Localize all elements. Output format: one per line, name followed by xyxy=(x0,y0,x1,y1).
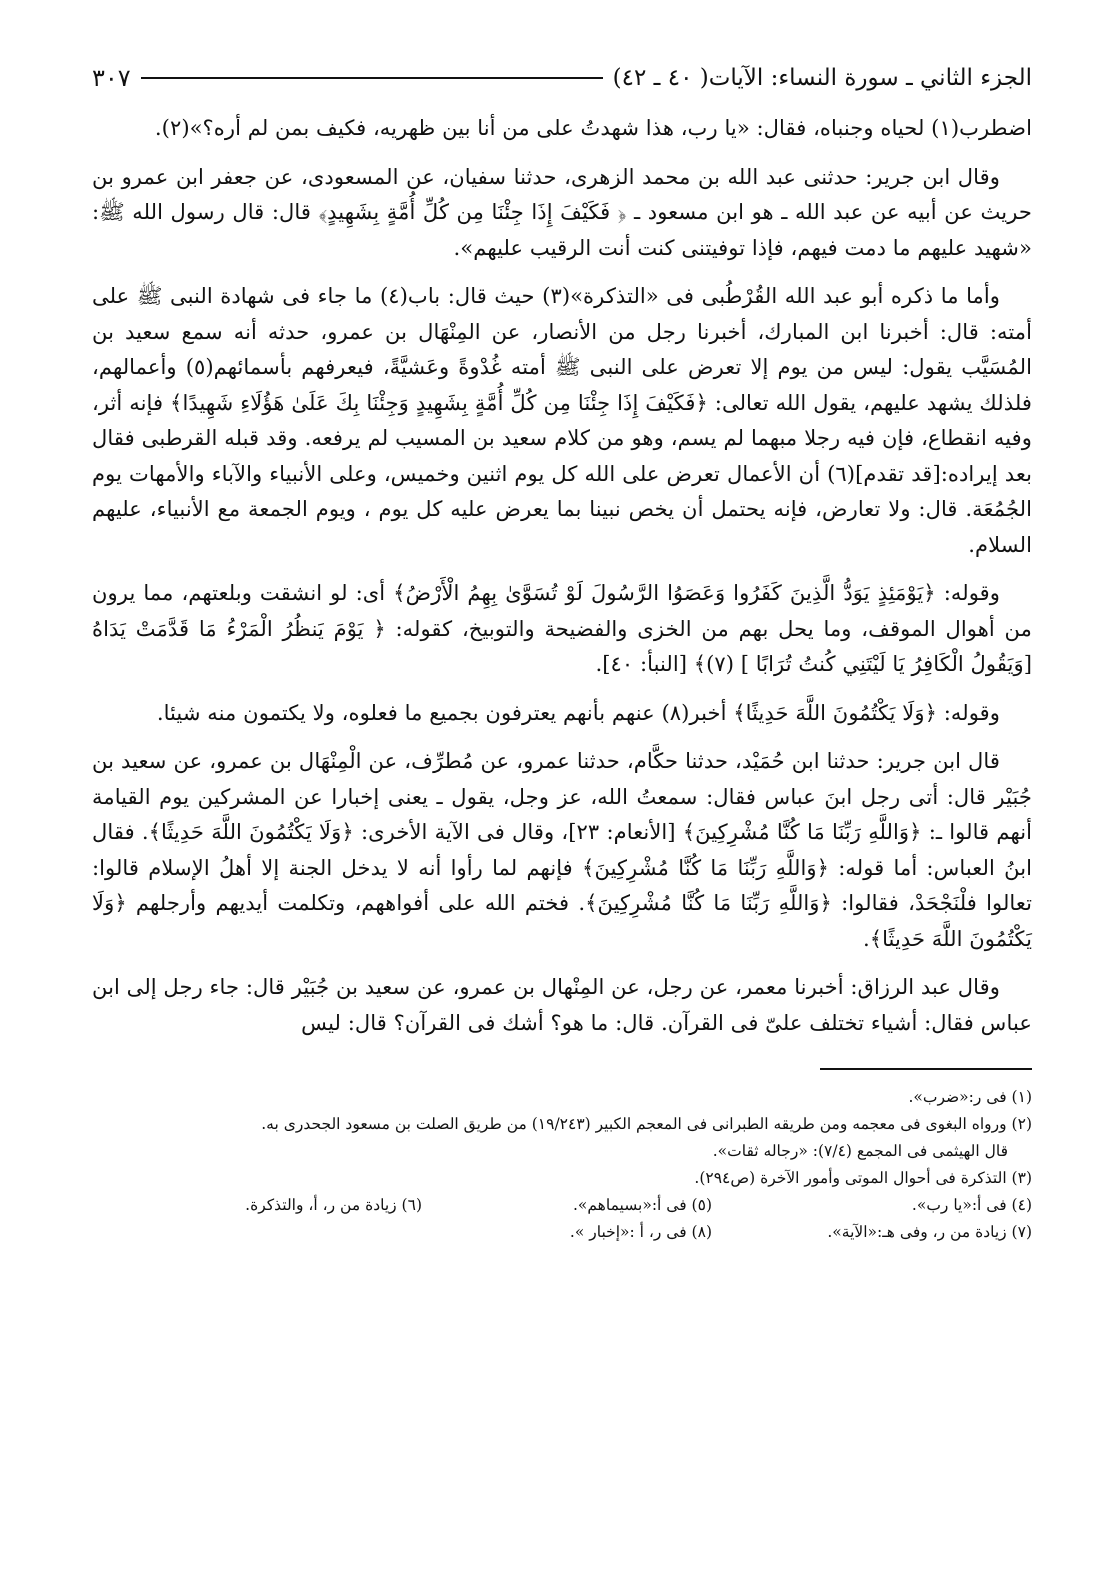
paragraph: وقال عبد الرزاق: أخبرنا معمر، عن رجل، عن المِنْهال بن عمرو، عن سعيد بن جُبَيْر قال: جاء رجل إلى ابن عباس فقال: أشياء تختلف علىّ فى القرآن. قال: ما هو؟ أشك فى القرآن؟ قال: ليس xyxy=(92,974,1032,1035)
footnote: (٨) فى ر، أ :«إخبار ». xyxy=(569,1223,712,1241)
footnote: (٧) زيادة من ر، وفى هـ:«الآية». xyxy=(827,1223,1032,1241)
paragraph: اضطرب(١) لحياه وجنباه، فقال: «يا رب، هذا شهدتُ على من أنا بين ظهريه، فكيف بمن لم أره؟»(٢). xyxy=(154,115,1032,140)
footnote: (٥) فى أ:«بسيماهم». xyxy=(572,1196,712,1214)
footnote-separator xyxy=(820,1068,1032,1070)
book-page xyxy=(92,58,1032,1246)
paragraph: وقوله: ﴿يَوْمَئِذٍ يَوَدُّ الَّذِينَ كَفَرُوا وَعَصَوُا الرَّسُولَ لَوْ تُسَوَّىٰ بِهِمُ الْأَرْضُ﴾ أى: لو انشقت وبلعتهم، مما يرون من أهوال الموقف، وما يحل بهم من الخزى والفضيحة والتوبيخ، كقوله: ﴿ يَوْمَ يَنظُرُ الْمَرْءُ مَا قَدَّمَتْ يَدَاهُ [وَيَقُولُ الْكَافِرُ يَا لَيْتَنِي كُنتُ تُرَابًا ] (٧)﴾ [النبأ: ٤٠]. xyxy=(92,580,1032,676)
paragraph: قال ابن جرير: حدثنا ابن حُمَيْد، حدثنا حكَّام، حدثنا عمرو، عن مُطرِّف، عن الْمِنْهَال بن عمرو، عن سعيد بن جُبَيْر قال: أتى رجل ابنَ عباس فقال: سمعتُ الله، عز وجل، يقول ـ يعنى إخبارا عن المشركين يوم القيامة أنهم قالوا ـ: ﴿وَاللَّهِ رَبِّنَا مَا كُنَّا مُشْرِكِينَ﴾ [الأنعام: ٢٣]، وقال فى الآية الأخرى: ﴿وَلَا يَكْتُمُونَ اللَّهَ حَدِيثًا﴾. فقال ابنُ العباس: أما قوله: ﴿وَاللَّهِ رَبِّنَا مَا كُنَّا مُشْرِكِينَ﴾ فإنهم لما رأوا أنه لا يدخل الجنة إلا أهلُ الإسلام قالوا: تعالوا فلْنَجْحَدْ، فقالوا: ﴿وَاللَّهِ رَبِّنَا مَا كُنَّا مُشْرِكِينَ﴾. فختم الله على أفواههم، وتكلمت أيديهم وأرجلهم ﴿وَلَا يَكْتُمُونَ اللَّهَ حَدِيثًا﴾. xyxy=(92,748,1032,951)
header-rule xyxy=(141,77,603,79)
paragraph: وقال ابن جرير: حدثنى عبد الله بن محمد الزهرى، حدثنا سفيان، عن المسعودى، عن جعفر ابن عمرو بن حريث عن أبيه عن عبد الله ـ هو ابن مسعود ـ ﴿ فَكَيْفَ إِذَا جِئْنَا مِن كُلِّ أُمَّةٍ بِشَهِيدٍ﴾ قال: قال رسول الله ﷺ: «شهيد عليهم ما دمت فيهم، فإذا توفيتنى كنت أنت الرقيب عليهم». xyxy=(92,163,1032,260)
footnote: (١) فى ر:«ضرب». xyxy=(908,1088,1032,1106)
page-number: ٣٠٧ xyxy=(92,64,131,92)
header-title: الجزء الثاني ـ سورة النساء: الآيات( ٤٠ ـ ٤٢) xyxy=(612,65,1032,91)
footnotes xyxy=(92,1084,1032,1246)
footnote-row xyxy=(92,1192,1032,1219)
footnote-spacer xyxy=(92,1219,422,1246)
paragraph: وقوله: ﴿وَلَا يَكْتُمُونَ اللَّهَ حَدِيثًا﴾ أخبر(٨) عنهم بأنهم يعترفون بجميع ما فعلوه، ولا يكتمون منه شيئا. xyxy=(156,699,1000,725)
paragraph: وأما ما ذكره أبو عبد الله القُرْطُبى فى «التذكرة»(٣) حيث قال: باب(٤) ما جاء فى شهادة النبى ﷺ على أمته: قال: أخبرنا ابن المبارك، أخبرنا رجل من الأنصار، عن المِنْهَال بن عمرو، حدثه أنه سمع سعيد بن المُسَيَّب يقول: ليس من يوم إلا تعرض على النبى ﷺ أمته غُدْوةً وعَشيَّةً، فيعرفهم بأسمائهم(٥) وأعمالهم، فلذلك يشهد عليهم، يقول الله تعالى: ﴿فَكَيْفَ إِذَا جِئْنَا مِن كُلِّ أُمَّةٍ بِشَهِيدٍ وَجِئْنَا بِكَ عَلَىٰ هَؤُلَاءِ شَهِيدًا﴾ فإنه أثر، وفيه انقطاع، فإن فيه رجلا مبهما لم يسم، وهو من كلام سعيد بن المسيب لم يرفعه. وقد قبله القرطبى فقال بعد إيراده:[قد تقدم](٦) أن الأعمال تعرض على الله كل يوم اثنين وخميس، وعلى الأنبياء والآباء والأمهات يوم الجُمُعَة. قال: ولا تعارض، فإنه يحتمل أن يخص نبينا بما يعرض عليه كل يوم ، ويوم الجمعة مع الأنبياء، عليهم السلام. xyxy=(92,283,1032,557)
running-header xyxy=(92,58,1032,98)
footnote: (٢) ورواه البغوى فى معجمه ومن طريقه الطبرانى فى المعجم الكبير (١٩/٢٤٣) من طريق الصلت بن مسعود الجحدرى به. xyxy=(261,1115,1032,1133)
main-text xyxy=(92,110,1032,1040)
footnote: (٤) فى أ:«يا رب». xyxy=(911,1196,1032,1214)
footnote: قال الهيثمى فى المجمع (٧/٤): «رجاله ثقات». xyxy=(712,1142,1008,1160)
footnote: (٦) زيادة من ر، أ، والتذكرة. xyxy=(245,1196,422,1214)
footnote-row xyxy=(92,1219,1032,1246)
footnote: (٣) التذكرة فى أحوال الموتى وأمور الآخرة (ص٢٩٤). xyxy=(694,1169,1032,1187)
